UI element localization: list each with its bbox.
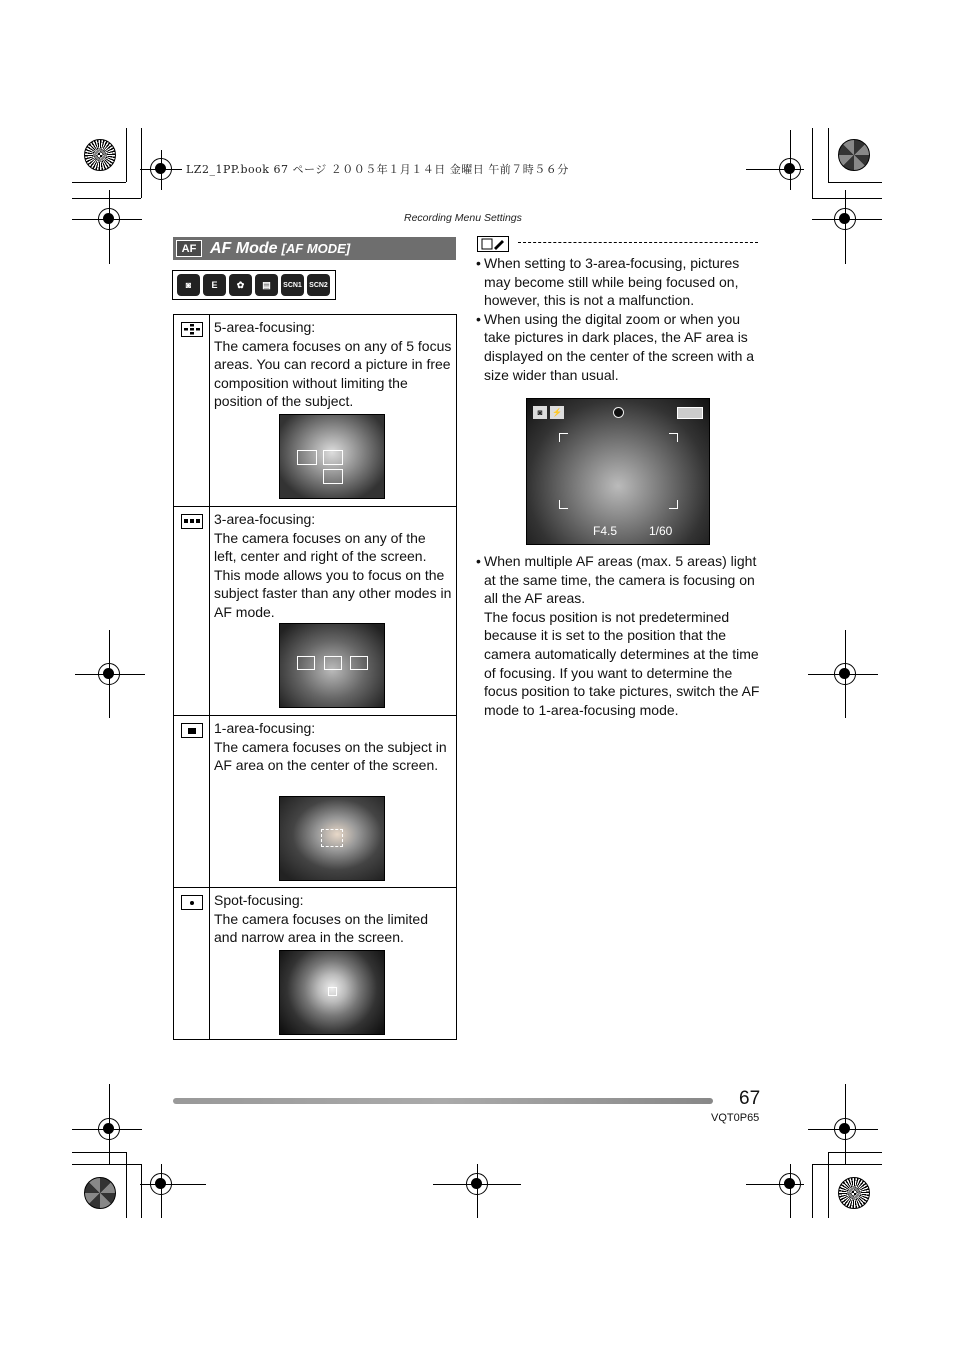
notes-list-top (476, 254, 761, 384)
list-item: • When setting to 3-area-focusing, pictures may become still while being focused on, however, this is not a malfunction. (476, 255, 740, 309)
3-area-focus-icon (181, 514, 203, 529)
af-mode-heading: 5-area-focusing: (214, 319, 316, 335)
list-item: • When using the digital zoom or when you take pictures in dark places, the AF area is displayed on the center of the screen with a size wider than usual. (476, 310, 755, 383)
sample-photo (279, 414, 385, 499)
af-mode-description: The camera focuses on any of the left, center and right of the screen. This mode allows you to focus on the subject faster than any other modes in AF mode. (214, 529, 452, 620)
page-number: 67 (739, 1088, 761, 1109)
spot-focus-icon (181, 895, 203, 910)
aperture-readout: F4.5 (593, 524, 618, 538)
sample-photo (279, 950, 385, 1035)
scene1-mode-icon: SCN1 (281, 274, 304, 296)
note-divider (518, 242, 758, 243)
table-row (174, 715, 456, 887)
af-mode-description: The camera focuses on the subject in AF area on the center of the screen. (214, 738, 447, 774)
section-title-bar (173, 237, 456, 260)
motion-picture-mode-icon: ▤ (255, 274, 278, 296)
1-area-focus-icon (181, 723, 203, 738)
note-icon (477, 236, 509, 252)
registration-wheel-icon (84, 1177, 116, 1209)
applicable-modes-row (172, 270, 336, 300)
sample-photo (279, 623, 385, 708)
notes-list-bottom (476, 552, 761, 719)
camera-screen-image (526, 398, 710, 545)
registration-wheel-icon (838, 139, 870, 171)
af-mode-description: The camera focuses on the limited and narrow area in the screen. (214, 910, 428, 946)
af-mode-description: The camera focuses on any of 5 focus areas. You can record a picture in free composition without limiting the position of the subject. (214, 337, 452, 410)
running-head: Recording Menu Settings (404, 212, 522, 224)
table-row (174, 506, 456, 715)
registration-wheel-icon (84, 139, 116, 171)
af-icon: AF (176, 240, 202, 257)
af-mode-heading: Spot-focusing: (214, 892, 304, 908)
section-title: AF Mode (210, 239, 278, 257)
af-mode-table (173, 314, 457, 1040)
document-code: VQT0P65 (711, 1112, 760, 1124)
af-mode-heading: 3-area-focusing: (214, 511, 316, 527)
camera-icon: ◙ (533, 406, 547, 419)
table-row (174, 315, 456, 506)
camera-mode-icon: ◙ (177, 274, 200, 296)
macro-mode-icon: ✿ (229, 274, 252, 296)
af-mode-heading: 1-area-focusing: (214, 720, 316, 736)
section-subtitle: [AF MODE] (281, 241, 351, 256)
flash-off-icon: ⚡ (550, 406, 564, 419)
registration-wheel-icon (838, 1177, 870, 1209)
footer-bar (173, 1098, 713, 1104)
sample-photo (279, 796, 385, 881)
print-slug: LZ2_1PP.book 67 ページ ２００５年１月１４日 金曜日 午前７時５６分 (186, 163, 569, 176)
shutter-speed-readout: 1/60 (649, 524, 673, 538)
5-area-focus-icon (181, 322, 203, 337)
battery-icon (677, 407, 703, 419)
economy-mode-icon: E (203, 274, 226, 296)
table-row (174, 887, 456, 1039)
scene2-mode-icon: SCN2 (307, 274, 330, 296)
list-item: • When multiple AF areas (max. 5 areas) light at the same time, the camera is focusing on all the AF areas. The focus position is not predetermined because it is set to the position that the camera automatically determines at the time of focusing. If you want to determine the focus position to take pictures, switch the AF mode to 1-area-focusing mode. (476, 553, 760, 718)
focus-indicator-icon (613, 407, 624, 418)
